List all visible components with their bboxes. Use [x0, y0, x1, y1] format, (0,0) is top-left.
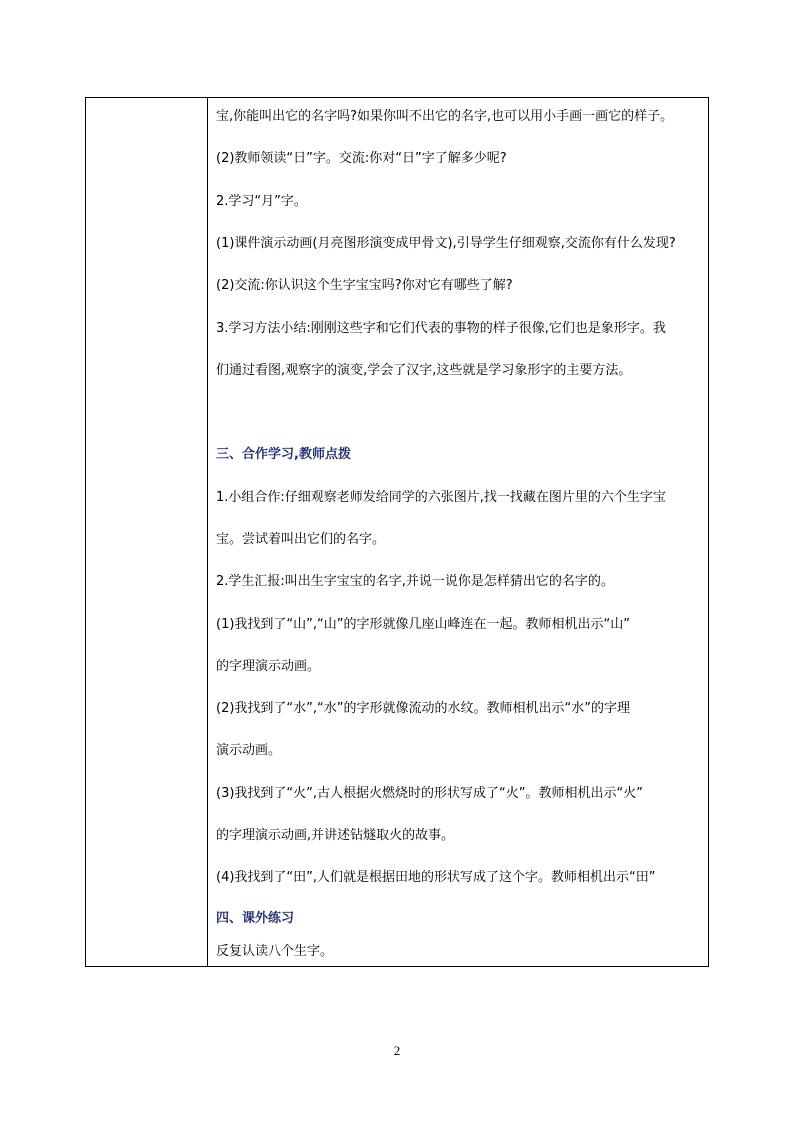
- text-line: 反复认读八个生字。: [216, 944, 334, 959]
- text-line: 们通过看图,观察字的演变,学会了汉字,这些就是学习象形字的主要方法。: [216, 363, 632, 378]
- text-line: (1)我找到了“山”,“山”的字形就像几座山峰连在一起。教师相机出示“山”: [216, 617, 630, 632]
- text-line: 2.学生汇报:叫出生字宝宝的名字,并说一说你是怎样猜出它的名字的。: [216, 574, 614, 589]
- text-line: 宝。尝试着叫出它们的名字。: [216, 532, 386, 547]
- text-line: 的字理演示动画。: [216, 659, 321, 674]
- lesson-table: [85, 97, 709, 967]
- text-line: (3)我找到了“火”,古人根据火燃烧时的形状写成了“火”。教师相机出示“火”: [216, 786, 643, 801]
- text-line: (1)课件演示动画(月亮图形演变成甲骨文),引导学生仔细观察,交流你有什么发现?: [216, 236, 676, 251]
- text-line: (2)教师领读“日”字。交流:你对“日”字了解多少呢?: [216, 151, 507, 166]
- page-number: 2: [393, 1043, 401, 1058]
- table-content-cell: [208, 98, 709, 966]
- table-left-cell: [86, 98, 208, 966]
- text-line: 的字理演示动画,并讲述钻燧取火的故事。: [216, 828, 455, 843]
- section-heading-cooperative-learning: 三、合作学习,教师点拨: [216, 447, 351, 462]
- text-line: 3.学习方法小结:刚刚这些字和它们代表的事物的样子很像,它们也是象形字。我: [216, 321, 666, 336]
- text-line: (2)交流:你认识这个生字宝宝吗?你对它有哪些了解?: [216, 278, 513, 293]
- text-line: 演示动画。: [216, 743, 282, 758]
- text-line: 1.小组合作:仔细观察老师发给同学的六张图片,找一找藏在图片里的六个生字宝: [216, 490, 666, 505]
- text-line: (4)我找到了“田”,人们就是根据田地的形状写成了这个字。教师相机出示“田”: [216, 870, 656, 885]
- section-heading-homework: 四、课外练习: [216, 911, 295, 926]
- text-line: 2.学习“月”字。: [216, 194, 307, 209]
- text-line: (2)我找到了“水”,“水”的字形就像流动的水纹。教师相机出示“水”的字理: [216, 701, 630, 716]
- text-line: 宝,你能叫出它的名字吗?如果你叫不出它的名字,也可以用小手画一画它的样子。: [216, 109, 674, 124]
